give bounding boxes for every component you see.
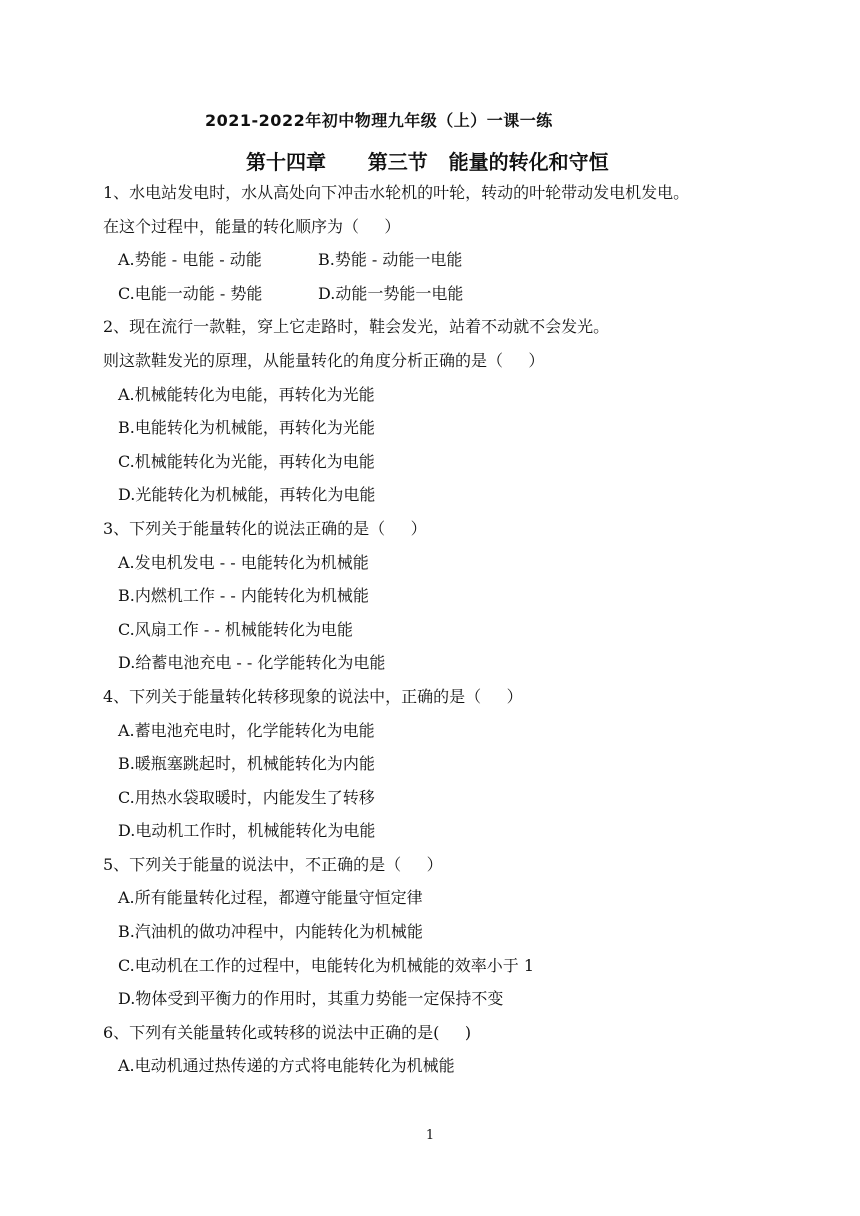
option-a: A.蓄电池充电时，化学能转化为电能 [118, 720, 375, 740]
option-c: C.风扇工作 - - 机械能转化为电能 [118, 619, 353, 639]
option-c: C.电能一动能 - 势能 [118, 283, 263, 303]
option-a: A.机械能转化为电能，再转化为光能 [118, 384, 375, 404]
option-a: A.电动机通过热传递的方式将电能转化为机械能 [118, 1056, 455, 1076]
option-b: B.势能 - 动能一电能 [318, 250, 463, 270]
option-row [103, 277, 803, 311]
question-stem: 3、下列关于能量转化的说法正确的是（ ） [103, 518, 427, 538]
question-2 [103, 310, 803, 512]
option-b: B.电能转化为机械能，再转化为光能 [118, 418, 375, 438]
page-number: 1 [425, 1128, 435, 1143]
question-3 [103, 512, 803, 680]
question-stem: 则这款鞋发光的原理，从能量转化的角度分析正确的是（ ） [103, 350, 545, 370]
option-d: D.光能转化为机械能，再转化为电能 [118, 485, 376, 505]
question-stem: 2、现在流行一款鞋，穿上它走路时，鞋会发光，站着不动就不会发光。 [103, 317, 610, 337]
option-a: A.发电机发电 - - 电能转化为机械能 [118, 552, 369, 572]
chapter-title: 第十四章 第三节 能量的转化和守恒 [246, 150, 609, 174]
option-d: D.物体受到平衡力的作用时，其重力势能一定保持不变 [118, 989, 504, 1009]
option-row [103, 243, 803, 277]
question-6 [103, 1016, 803, 1083]
option-b: B.暖瓶塞跳起时，机械能转化为内能 [118, 754, 375, 774]
question-4 [103, 680, 803, 848]
document-title: 2021-2022年初中物理九年级（上）一课一练 [205, 111, 553, 130]
option-d: D.电动机工作时，机械能转化为电能 [118, 821, 376, 841]
question-1 [103, 176, 803, 310]
question-stem: 在这个过程中，能量的转化顺序为（ ） [103, 216, 401, 236]
option-a: A.势能 - 电能 - 动能 [118, 250, 262, 270]
option-a: A.所有能量转化过程，都遵守能量守恒定律 [118, 888, 423, 908]
option-c: C.用热水袋取暖时，内能发生了转移 [118, 787, 375, 807]
option-d: D.给蓄电池充电 - - 化学能转化为电能 [118, 653, 386, 673]
question-stem: 5、下列关于能量的说法中，不正确的是（ ） [103, 854, 443, 874]
question-5 [103, 848, 803, 1016]
question-stem: 1、水电站发电时，水从高处向下冲击水轮机的叶轮，转动的叶轮带动发电机发电。 [103, 183, 690, 202]
option-b: B.汽油机的做功冲程中，内能转化为机械能 [118, 922, 423, 942]
option-d: D.动能一势能一电能 [318, 283, 464, 303]
option-c: C.机械能转化为光能，再转化为电能 [118, 451, 375, 471]
option-c: C.电动机在工作的过程中，电能转化为机械能的效率小于 1 [118, 955, 535, 975]
question-stem: 6、下列有关能量转化或转移的说法中正确的是( ) [103, 1022, 472, 1042]
question-list [103, 176, 803, 1083]
question-stem: 4、下列关于能量转化转移现象的说法中，正确的是（ ） [103, 686, 523, 706]
option-b: B.内燃机工作 - - 内能转化为机械能 [118, 586, 369, 606]
